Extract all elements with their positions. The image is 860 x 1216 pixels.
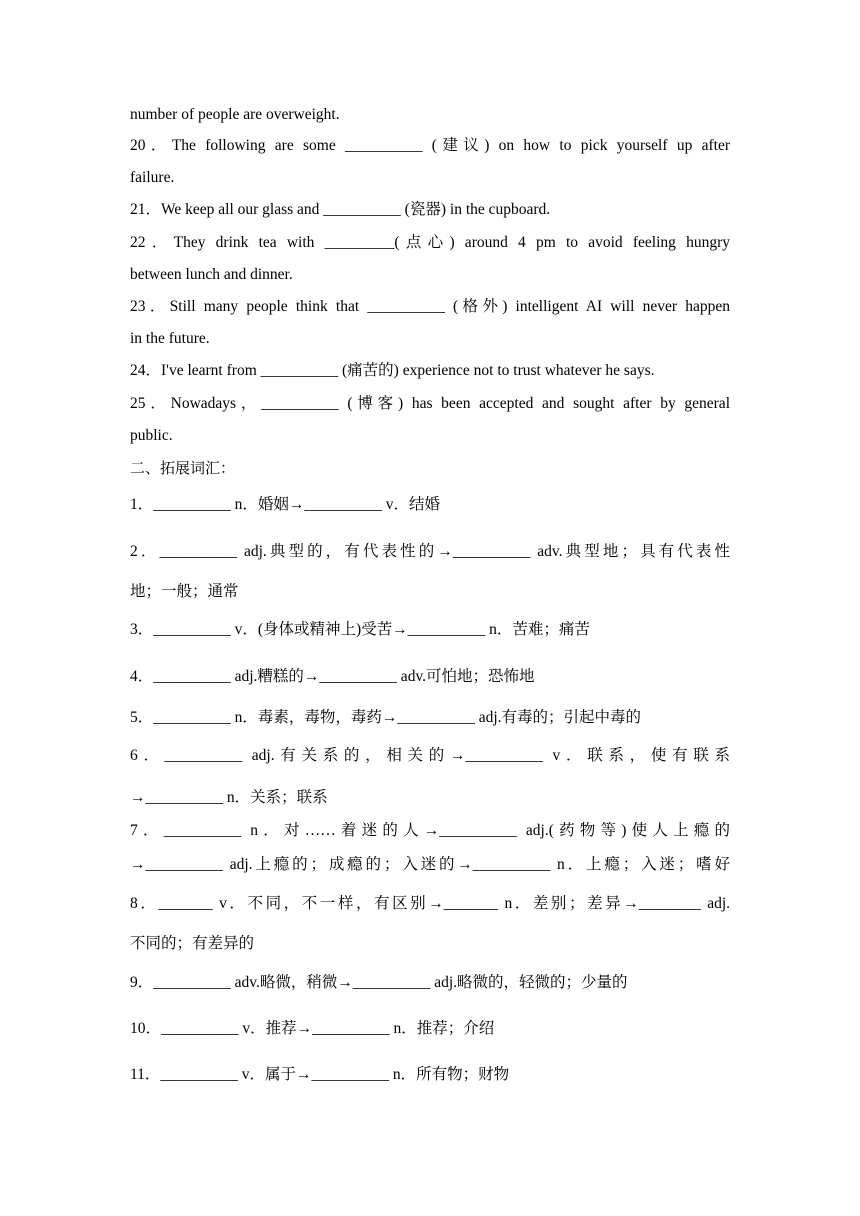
text-line: in the future. bbox=[130, 330, 210, 347]
vocab-item-2-cont: 地；一般；通常 bbox=[130, 583, 239, 600]
text-line: public. bbox=[130, 427, 173, 444]
exercise-25: 25．Nowadays，__________ (博客) has been accepted and sought after by general bbox=[130, 395, 730, 412]
exercise-22: 22．They drink tea with _________(点心) around 4 pm to avoid feeling hungry bbox=[130, 234, 730, 251]
vocab-item-7-cont: →__________ adj.上瘾的；成瘾的；入迷的→__________ n．上瘾；入迷；嗜好 bbox=[130, 856, 730, 873]
vocab-item-5: 5．__________ n．毒素，毒物，毒药→__________ adj.有毒的；引起中毒的 bbox=[130, 709, 642, 726]
vocab-item-8-cont: 不同的；有差异的 bbox=[130, 935, 255, 952]
vocab-item-8: 8．_______ v．不同，不一样，有区别→_______ n．差别；差异→________ adj. bbox=[130, 895, 730, 912]
vocab-item-4: 4．__________ adj.糟糕的→__________ adv.可怕地；恐怖地 bbox=[130, 668, 535, 685]
vocab-item-10: 10．__________ v．推荐→__________ n．推荐；介绍 bbox=[130, 1020, 495, 1037]
vocab-item-3: 3．__________ v．(身体或精神上)受苦→__________ n．苦难；痛苦 bbox=[130, 621, 590, 638]
vocab-item-9: 9．__________ adv.略微，稍微→__________ adj.略微的，轻微的；少量的 bbox=[130, 974, 628, 991]
exercise-21: 21．We keep all our glass and __________ (瓷器) in the cupboard. bbox=[130, 201, 551, 218]
text-line: failure. bbox=[130, 169, 175, 186]
vocab-item-6-cont: →__________ n．关系；联系 bbox=[130, 789, 328, 806]
vocab-item-2: 2．__________ adj.典型的，有代表性的→__________ adv.典型地；具有代表性 bbox=[130, 543, 730, 560]
vocab-item-1: 1．__________ n．婚姻→__________ v．结婚 bbox=[130, 496, 441, 513]
exercise-20: 20．The following are some __________ (建议) on how to pick yourself up after bbox=[130, 137, 730, 154]
vocab-item-6: 6．__________ adj.有关系的，相关的→__________ v．联系，使有联系 bbox=[130, 747, 730, 764]
text-line: between lunch and dinner. bbox=[130, 266, 293, 283]
exercise-23: 23．Still many people think that __________ (格外) intelligent AI will never happen bbox=[130, 298, 730, 315]
vocab-item-11: 11．__________ v．属于→__________ n．所有物；财物 bbox=[130, 1066, 510, 1083]
section-heading: 二、拓展词汇： bbox=[130, 459, 236, 477]
text-line: number of people are overweight. bbox=[130, 106, 340, 123]
exercise-24: 24．I've learnt from __________ (痛苦的) experience not to trust whatever he says. bbox=[130, 362, 655, 379]
vocab-item-7: 7．__________ n．对……着迷的人→__________ adj.(药物等)使人上瘾的 bbox=[130, 822, 730, 839]
